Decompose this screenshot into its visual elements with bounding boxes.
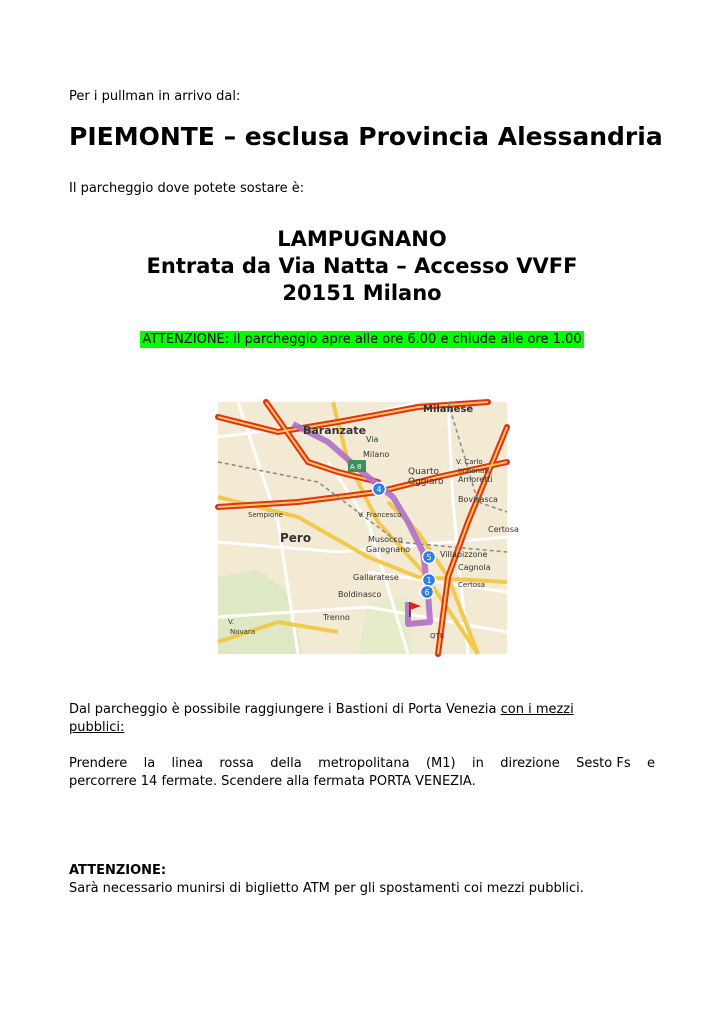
metro-directions-line-2: percorrere 14 fermate. Scendere alla fermata PORTA VENEZIA. — [69, 774, 476, 789]
route-marker — [373, 483, 386, 496]
word: rossa — [219, 756, 254, 771]
word: metropolitana — [318, 756, 410, 771]
transit-link-part-2[interactable]: pubblici: — [69, 720, 125, 735]
parking-address — [0, 226, 724, 307]
map-label: A 8 — [350, 463, 362, 471]
map-label: V. Francesco — [358, 511, 402, 519]
intro-text: Per i pullman in arrivo dal: — [69, 89, 241, 104]
map-label: Certosa — [458, 581, 486, 589]
map-label: Novara — [230, 628, 256, 636]
ticket-notice-heading: ATTENZIONE: — [69, 863, 167, 878]
ticket-notice-text: Sarà necessario munirsi di biglietto ATM per gli spostamenti coi mezzi pubblici. — [69, 881, 584, 896]
route-map — [218, 402, 519, 654]
word: Sesto Fs — [576, 756, 631, 771]
address-line-1: LAMPUGNANO — [277, 227, 447, 251]
map-label: Pero — [280, 531, 312, 545]
map-label: Via — [366, 435, 379, 444]
map-label: Sempione — [248, 511, 283, 519]
map-label: Baranzate — [303, 424, 367, 437]
paragraph-metro-directions — [69, 755, 655, 791]
marker-label: 4 — [376, 485, 382, 494]
opening-hours-notice — [0, 331, 724, 349]
word: in — [471, 756, 484, 771]
map-label: V. — [228, 618, 235, 626]
highlighted-notice: ATTENZIONE: il parcheggio apre alle ore 6.00 e chiude alle ore 1.00 — [142, 332, 582, 347]
map-label: Amoretti — [458, 475, 493, 484]
map-label: Gallaratese — [353, 573, 399, 582]
map-label: Trenno — [323, 613, 350, 622]
marker-label: 1 — [426, 576, 432, 585]
map-label: Garegnano — [366, 545, 411, 554]
paragraph-ticket-notice — [69, 862, 669, 898]
map-label: QT8 — [430, 632, 445, 640]
map-label: Musocco — [368, 535, 403, 544]
paragraph-transit — [69, 701, 655, 737]
map-label: Milanese — [423, 404, 474, 415]
route-marker — [421, 586, 434, 599]
word: linea — [171, 756, 203, 771]
metro-directions-line-1 — [69, 755, 655, 773]
map-label: Milano — [363, 450, 390, 459]
route-marker — [423, 574, 436, 587]
word: della — [270, 756, 302, 771]
address-line-3: 20151 Milano — [282, 281, 442, 305]
marker-label: 6 — [424, 588, 430, 597]
map-label: Imbonati — [458, 467, 490, 475]
word: (M1) — [425, 756, 456, 771]
map-label: Oggiaro — [408, 477, 444, 487]
map-label: Cagnola — [458, 563, 491, 572]
word: Prendere — [69, 756, 128, 771]
map-label: Certosa — [488, 525, 519, 534]
paragraph-transit-text: Dal parcheggio è possibile raggiungere i Bastioni di Porta Venezia — [69, 702, 501, 717]
address-line-2: Entrata da Via Natta – Accesso VVFF — [146, 254, 578, 278]
map-label: Bovisasca — [458, 495, 498, 504]
map-label: Villapizzone — [440, 550, 488, 559]
parking-intro: Il parcheggio dove potete sostare è: — [69, 181, 305, 196]
map-label: Boldinasco — [338, 590, 382, 599]
word: e — [646, 756, 655, 771]
marker-label: 5 — [426, 553, 432, 562]
word: direzione — [500, 756, 560, 771]
transit-link-part-1[interactable]: con i mezzi — [500, 702, 574, 717]
word: la — [143, 756, 156, 771]
page-title: PIEMONTE – esclusa Provincia Alessandria — [69, 122, 663, 151]
route-marker — [423, 551, 436, 564]
map-label: V. Carlo — [456, 458, 483, 466]
map-label: Quarto — [408, 467, 440, 477]
